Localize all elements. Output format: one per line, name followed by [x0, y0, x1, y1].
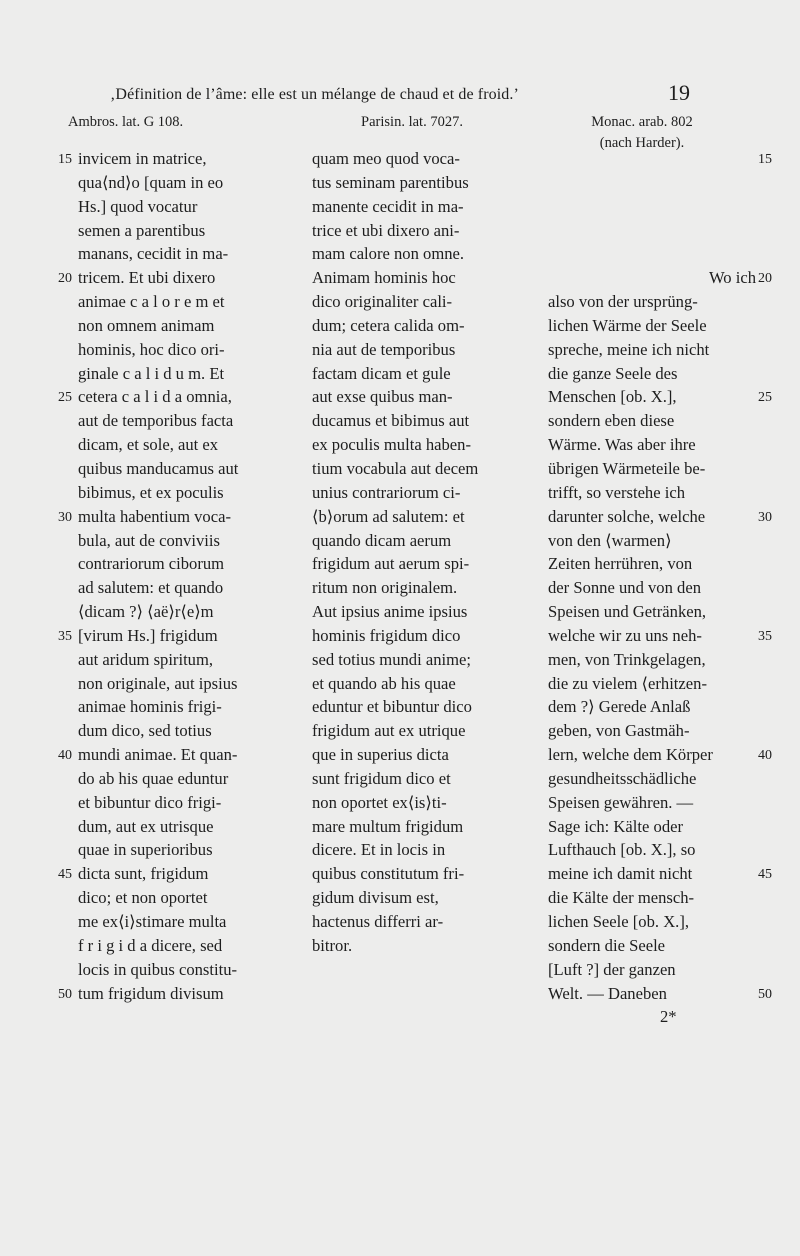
text-line: [548, 171, 756, 195]
line-text: et bibuntur dico frigi-: [78, 792, 222, 812]
text-line: [548, 958, 756, 982]
text-line: [548, 743, 772, 767]
line-text: invicem in matrice,: [78, 149, 207, 168]
line-text: geben, von Gastmäh-: [548, 721, 690, 741]
column-heading-parisin: Parisin. lat. 7027.: [361, 114, 463, 130]
line-number: 25: [58, 390, 72, 406]
line-text: animae hominis frigi-: [78, 697, 222, 717]
text-line: [548, 266, 772, 290]
text-line: [548, 195, 756, 219]
text-line: [312, 505, 526, 529]
text-line: [312, 147, 526, 171]
line-text: manans, cecidit in ma-: [78, 244, 229, 264]
line-number: 15: [58, 152, 72, 167]
text-line: [312, 767, 526, 791]
line-text: tus seminam parentibus: [312, 172, 469, 192]
text-line: [312, 862, 526, 886]
line-number: 45: [758, 867, 772, 883]
line-number: 40: [758, 748, 772, 764]
text-line: [58, 219, 290, 243]
text-line: [58, 576, 290, 600]
text-line: [312, 171, 526, 195]
text-line: [312, 362, 526, 386]
line-text: 2*: [660, 1007, 677, 1027]
text-line: [58, 767, 290, 791]
line-text: sondern eben diese: [548, 411, 675, 431]
line-text: lern, welche dem Körper: [548, 745, 713, 765]
line-text: ex poculis multa haben-: [312, 435, 471, 455]
text-line: [548, 457, 756, 481]
latin-column-ambros: [58, 147, 290, 1005]
line-text: cetera c a l i d a omnia,: [78, 387, 232, 407]
line-number: 50: [758, 986, 772, 1002]
text-line: [548, 934, 756, 958]
line-text: semen a parentibus: [78, 220, 206, 240]
line-text: Welt. — Daneben: [548, 983, 667, 1003]
text-line: [548, 552, 756, 576]
text-line: [58, 958, 290, 982]
line-text: welche wir zu uns neh-: [548, 625, 702, 645]
text-line: [58, 433, 290, 457]
line-text: darunter solche, welche: [548, 506, 706, 526]
text-line: [548, 314, 756, 338]
line-text: ⟨b⟩orum ad salutem: et: [312, 506, 465, 526]
line-text: multa habentium voca-: [78, 506, 231, 526]
line-text: trifft, so verstehe ich: [548, 482, 686, 502]
line-text: non oportet ex⟨is⟩ti-: [312, 792, 447, 812]
line-text: hominis, hoc dico ori-: [78, 339, 225, 359]
text-line: [548, 982, 772, 1006]
text-line: [548, 719, 756, 743]
line-text: quae in superioribus: [78, 840, 213, 860]
line-text: trice et ubi dixero ani-: [312, 220, 460, 240]
line-text: Zeiten herrühren, von: [548, 554, 693, 574]
text-line: [548, 338, 756, 362]
text-line: [548, 505, 772, 529]
line-number: 15: [758, 152, 772, 167]
line-text: tum frigidum divisum: [78, 983, 224, 1003]
line-text: gesundheitsschädliche: [548, 768, 697, 788]
text-line: [312, 600, 526, 624]
text-line: [548, 886, 756, 910]
text-line: [312, 457, 526, 481]
line-text: aut aridum spiritum,: [78, 649, 214, 669]
text-line: [548, 767, 756, 791]
line-text: hominis frigidum dico: [312, 625, 461, 645]
text-line: [58, 648, 290, 672]
line-text: dico originaliter cali-: [312, 292, 453, 312]
line-text: [virum Hs.] frigidum: [78, 625, 218, 645]
text-line: [312, 266, 526, 290]
line-text: Speisen gewähren. —: [548, 792, 694, 812]
line-text: also von der ursprüng-: [548, 292, 698, 312]
line-text: dem ?⟩ Gerede Anlaß: [548, 697, 691, 717]
text-line: [548, 672, 756, 696]
text-line: [548, 862, 772, 886]
line-text: mare multum frigidum: [312, 816, 464, 836]
line-number: 35: [758, 628, 772, 644]
text-line: [312, 433, 526, 457]
text-line: [58, 791, 290, 815]
text-line: [312, 529, 526, 553]
line-text: dum; cetera calida om-: [312, 315, 465, 335]
line-text: f r i g i d a dicere, sed: [78, 935, 223, 955]
line-text: bula, aut de conviviis: [78, 530, 220, 550]
column-heading-monac-line2: (nach Harder).: [599, 135, 685, 151]
line-text: von den ⟨warmen⟩: [548, 530, 672, 550]
text-line: [312, 314, 526, 338]
text-line: [58, 886, 290, 910]
column-heading-monac-line1: Monac. arab. 802: [591, 114, 693, 130]
text-line: [548, 695, 756, 719]
line-text: Lufthauch [ob. X.], so: [548, 840, 696, 860]
line-text: bitror.: [312, 935, 353, 955]
text-line: [58, 195, 290, 219]
text-line: [58, 743, 290, 767]
text-line: [548, 1005, 756, 1029]
line-number: 20: [758, 271, 772, 287]
text-line: [312, 290, 526, 314]
text-line: [58, 409, 290, 433]
line-text: dum dico, sed totius: [78, 721, 212, 741]
text-line: [312, 934, 526, 958]
text-line: [58, 838, 290, 862]
line-number: 45: [58, 867, 72, 883]
text-line: [58, 862, 290, 886]
german-column-monac: [548, 147, 772, 1029]
text-line: [312, 648, 526, 672]
text-line: [548, 648, 756, 672]
text-line: [58, 266, 290, 290]
text-line: [58, 600, 290, 624]
line-text: mam calore non omne.: [312, 244, 465, 264]
line-text: Wärme. Was aber ihre: [548, 435, 696, 455]
text-line: [548, 791, 756, 815]
text-line: [58, 934, 290, 958]
text-line: [58, 719, 290, 743]
line-text: contrariorum ciborum: [78, 554, 225, 574]
page-number: 19: [668, 80, 690, 105]
text-line: [548, 481, 756, 505]
text-line: [312, 552, 526, 576]
line-text: die Kälte der mensch-: [548, 888, 695, 908]
text-line: [58, 362, 290, 386]
line-text: factam dicam et gule: [312, 363, 451, 383]
line-text: sed totius mundi anime;: [312, 649, 472, 669]
line-text: tricem. Et ubi dixero: [78, 268, 216, 288]
text-line: [312, 815, 526, 839]
text-line: [312, 624, 526, 648]
line-text: non originale, aut ipsius: [78, 673, 238, 693]
text-line: [312, 242, 526, 266]
text-line: [548, 362, 756, 386]
text-line: [548, 385, 772, 409]
line-text: meine ich damit nicht: [548, 864, 693, 884]
text-line: [312, 195, 526, 219]
line-text: Wo ich: [708, 268, 756, 288]
text-line: [312, 576, 526, 600]
line-text: Hs.] quod vocatur: [78, 196, 198, 216]
line-number: 30: [58, 509, 72, 525]
line-text: que in superius dicta: [312, 745, 449, 765]
line-text: sunt frigidum dico et: [312, 768, 451, 788]
line-text: eduntur et bibuntur dico: [312, 697, 472, 717]
line-text: ⟨dicam ?⟩ ⟨aë⟩r⟨e⟩m: [78, 602, 214, 622]
text-line: [58, 529, 290, 553]
line-text: locis in quibus constitu-: [78, 959, 238, 979]
line-text: do ab his quae eduntur: [78, 768, 229, 788]
line-text: ritum non originalem.: [312, 578, 458, 598]
text-line: [548, 409, 756, 433]
line-text: sondern die Seele: [548, 935, 666, 955]
line-text: hactenus differri ar-: [312, 912, 444, 931]
text-line: [312, 695, 526, 719]
column-heading-ambros: Ambros. lat. G 108.: [68, 114, 184, 130]
line-number: 25: [758, 390, 772, 406]
text-line: [58, 314, 290, 338]
text-line: [312, 481, 526, 505]
text-line: [548, 600, 756, 624]
line-text: dico; et non oportet: [78, 888, 208, 908]
text-line: [548, 290, 756, 314]
line-text: tium vocabula aut decem: [312, 458, 479, 478]
line-number: 40: [58, 748, 72, 764]
text-line: [312, 719, 526, 743]
line-text: der Sonne und von den: [548, 578, 702, 598]
line-text: animae c a l o r e m et: [78, 292, 225, 312]
line-text: frigidum aut ex utrique: [312, 721, 466, 741]
running-header: ‚Définition de l’âme: elle est un mélange de chaud et de froid.’: [110, 86, 519, 103]
line-text: qua⟨nd⟩o [quam in eo: [78, 172, 224, 192]
text-line: [58, 481, 290, 505]
text-line: [58, 505, 290, 529]
text-line: [312, 409, 526, 433]
latin-column-parisin: [312, 147, 526, 958]
text-line: [58, 290, 290, 314]
line-text: quibus constitutum fri-: [312, 864, 465, 884]
line-text: ducamus et bibimus aut: [312, 411, 470, 431]
line-text: dicam, et sole, aut ex: [78, 435, 219, 455]
line-text: non omnem animam: [78, 315, 215, 335]
line-text: quibus manducamus aut: [78, 458, 239, 478]
text-line: [548, 219, 756, 243]
text-line: [548, 529, 756, 553]
line-text: bibimus, et ex poculis: [78, 482, 224, 502]
line-text: aut exse quibus man-: [312, 387, 453, 407]
line-number: 20: [58, 271, 72, 287]
line-text: spreche, meine ich nicht: [548, 339, 710, 359]
text-line: [58, 695, 290, 719]
text-line: [58, 457, 290, 481]
text-line: [548, 910, 756, 934]
text-line: [58, 147, 290, 171]
text-line: [548, 576, 756, 600]
text-line: [548, 147, 772, 171]
line-text: die ganze Seele des: [548, 363, 678, 383]
text-line: [58, 171, 290, 195]
line-text: et quando ab his quae: [312, 673, 456, 693]
line-text: Sage ich: Kälte oder: [548, 816, 684, 836]
line-text: quando dicam aerum: [312, 530, 452, 550]
line-text: aut de temporibus facta: [78, 411, 234, 431]
line-text: übrigen Wärmeteile be-: [548, 458, 706, 478]
line-text: dicere. Et in locis in: [312, 840, 446, 860]
text-line: [58, 624, 290, 648]
text-line: [58, 910, 290, 934]
line-text: mundi animae. Et quan-: [78, 745, 238, 765]
text-line: [312, 672, 526, 696]
line-text: quam meo quod voca-: [312, 149, 460, 168]
text-line: [312, 838, 526, 862]
text-line: [548, 624, 772, 648]
text-line: [548, 815, 756, 839]
text-line: [312, 910, 526, 934]
text-line: [312, 219, 526, 243]
line-text: [Luft ?] der ganzen: [548, 959, 676, 979]
text-line: [58, 982, 290, 1006]
line-number: 30: [758, 509, 772, 525]
line-text: me ex⟨i⟩stimare multa: [78, 912, 227, 931]
line-text: Speisen und Getränken,: [548, 602, 707, 622]
text-line: [58, 672, 290, 696]
line-text: nia aut de temporibus: [312, 339, 456, 359]
text-line: [58, 815, 290, 839]
line-text: manente cecidit in ma-: [312, 196, 464, 216]
line-text: ginale c a l i d u m. Et: [78, 363, 225, 383]
line-text: lichen Seele [ob. X.],: [548, 912, 689, 931]
text-line: [312, 791, 526, 815]
line-text: ad salutem: et quando: [78, 578, 224, 598]
text-line: [548, 433, 756, 457]
text-line: [312, 385, 526, 409]
text-line: [548, 838, 756, 862]
text-line: [58, 385, 290, 409]
text-line: [58, 242, 290, 266]
line-text: Aut ipsius anime ipsius: [312, 602, 468, 622]
line-number: 50: [58, 986, 72, 1002]
line-text: die zu vielem ⟨erhitzen-: [548, 673, 707, 693]
line-text: Menschen [ob. X.],: [548, 387, 677, 407]
line-text: dicta sunt, frigidum: [78, 864, 209, 884]
line-number: 35: [58, 628, 72, 644]
text-line: [548, 242, 756, 266]
line-text: frigidum aut aerum spi-: [312, 554, 470, 574]
text-line: [312, 886, 526, 910]
line-text: dum, aut ex utrisque: [78, 816, 214, 836]
line-text: men, von Trinkgelagen,: [548, 649, 706, 669]
line-text: Animam hominis hoc: [312, 268, 456, 288]
line-text: gidum divisum est,: [312, 888, 439, 908]
text-line: [312, 338, 526, 362]
line-text: lichen Wärme der Seele: [548, 315, 707, 335]
text-line: [58, 338, 290, 362]
text-line: [58, 552, 290, 576]
text-line: [312, 743, 526, 767]
line-text: unius contrariorum ci-: [312, 482, 461, 502]
